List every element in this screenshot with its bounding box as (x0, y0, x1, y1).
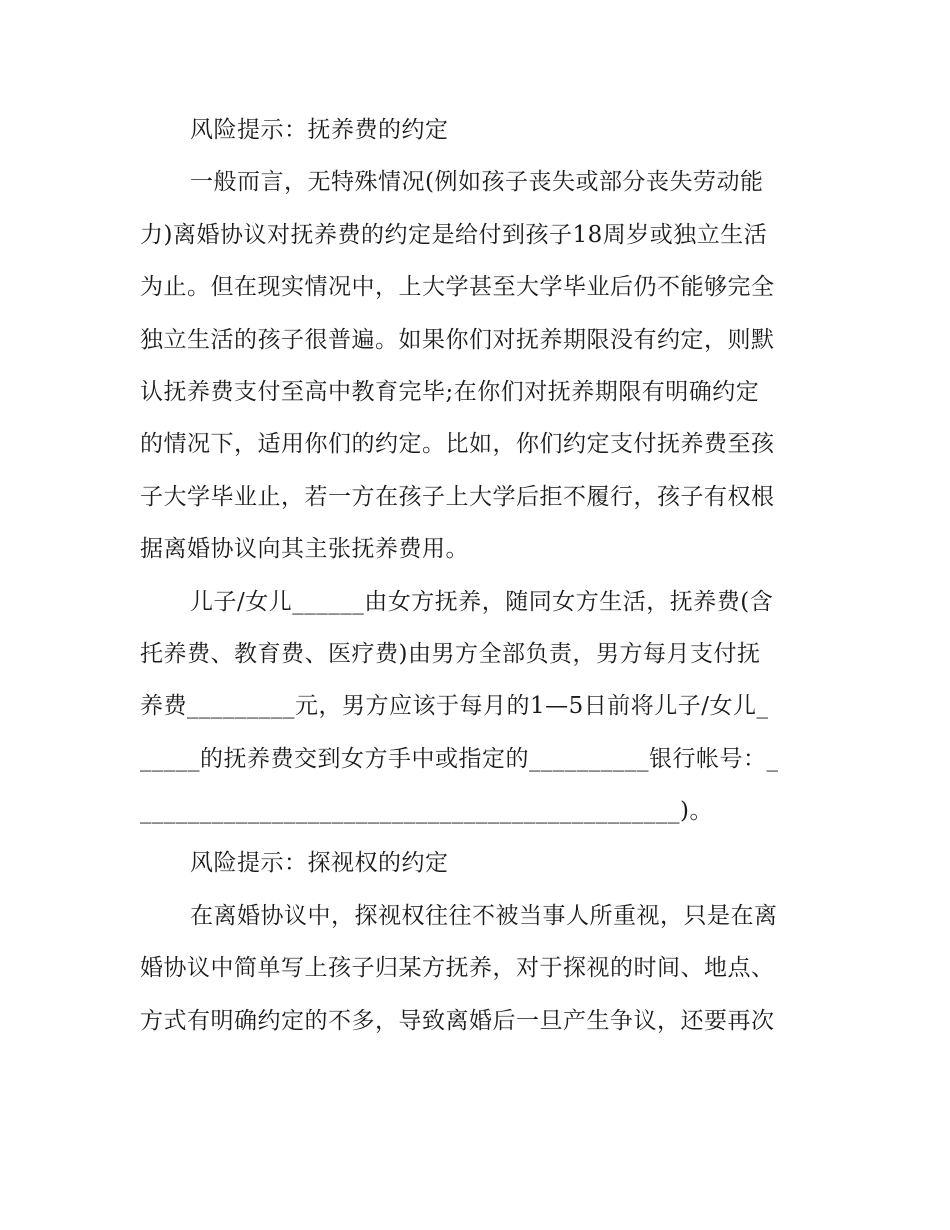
paragraph-line: 一般而言，无特殊情况(例如孩子丧失或部分丧失劳动能 (190, 169, 764, 196)
paragraph-line: 子大学毕业止，若一方在孩子上大学后拒不履行，孩子有权根 (140, 483, 775, 510)
paragraph-line: 的情况下，适用你们的约定。比如，你们约定支付抚养费至孩 (140, 431, 775, 458)
clause-line: _____________________________________________)。 (140, 798, 713, 825)
paragraph-line: 在离婚协议中，探视权往往不被当事人所重视，只是在离 (190, 902, 778, 929)
paragraph-line: 力)离婚协议对抚养费的约定是给付到孩子18周岁或独立生活 (140, 221, 768, 248)
clause-line: 养费_________元，男方应该于每月的1—5日前将儿子/女儿_ (140, 693, 769, 720)
paragraph-line: 独立生活的孩子很普遍。如果你们对抚养期限没有约定，则默 (140, 326, 775, 353)
section-heading-visitation: 风险提示：探视权的约定 (190, 850, 449, 877)
paragraph-line: 方式有明确约定的不多，导致离婚后一旦产生争议，还要再次 (140, 1007, 775, 1034)
clause-line: 儿子/女儿______由女方抚养，随同女方生活，抚养费(含 (190, 588, 774, 615)
section-heading-support-fee: 风险提示：抚养费的约定 (190, 117, 449, 143)
clause-line: _____的抚养费交到女方手中或指定的__________银行帐号：_ (140, 745, 779, 772)
paragraph-line: 为止。但在现实情况中，上大学甚至大学毕业后仍不能够完全 (140, 274, 775, 301)
paragraph-line: 认抚养费支付至高中教育完毕;在你们对抚养期限有明确约定 (140, 378, 760, 405)
clause-line: 托养费、教育费、医疗费)由男方全部负责，男方每月支付抚 (140, 640, 761, 667)
document-body (140, 104, 812, 1047)
paragraph-line: 据离婚协议向其主张抚养费用。 (140, 536, 469, 563)
paragraph-line: 婚协议中简单写上孩子归某方抚养，对于探视的时间、地点、 (140, 955, 775, 982)
